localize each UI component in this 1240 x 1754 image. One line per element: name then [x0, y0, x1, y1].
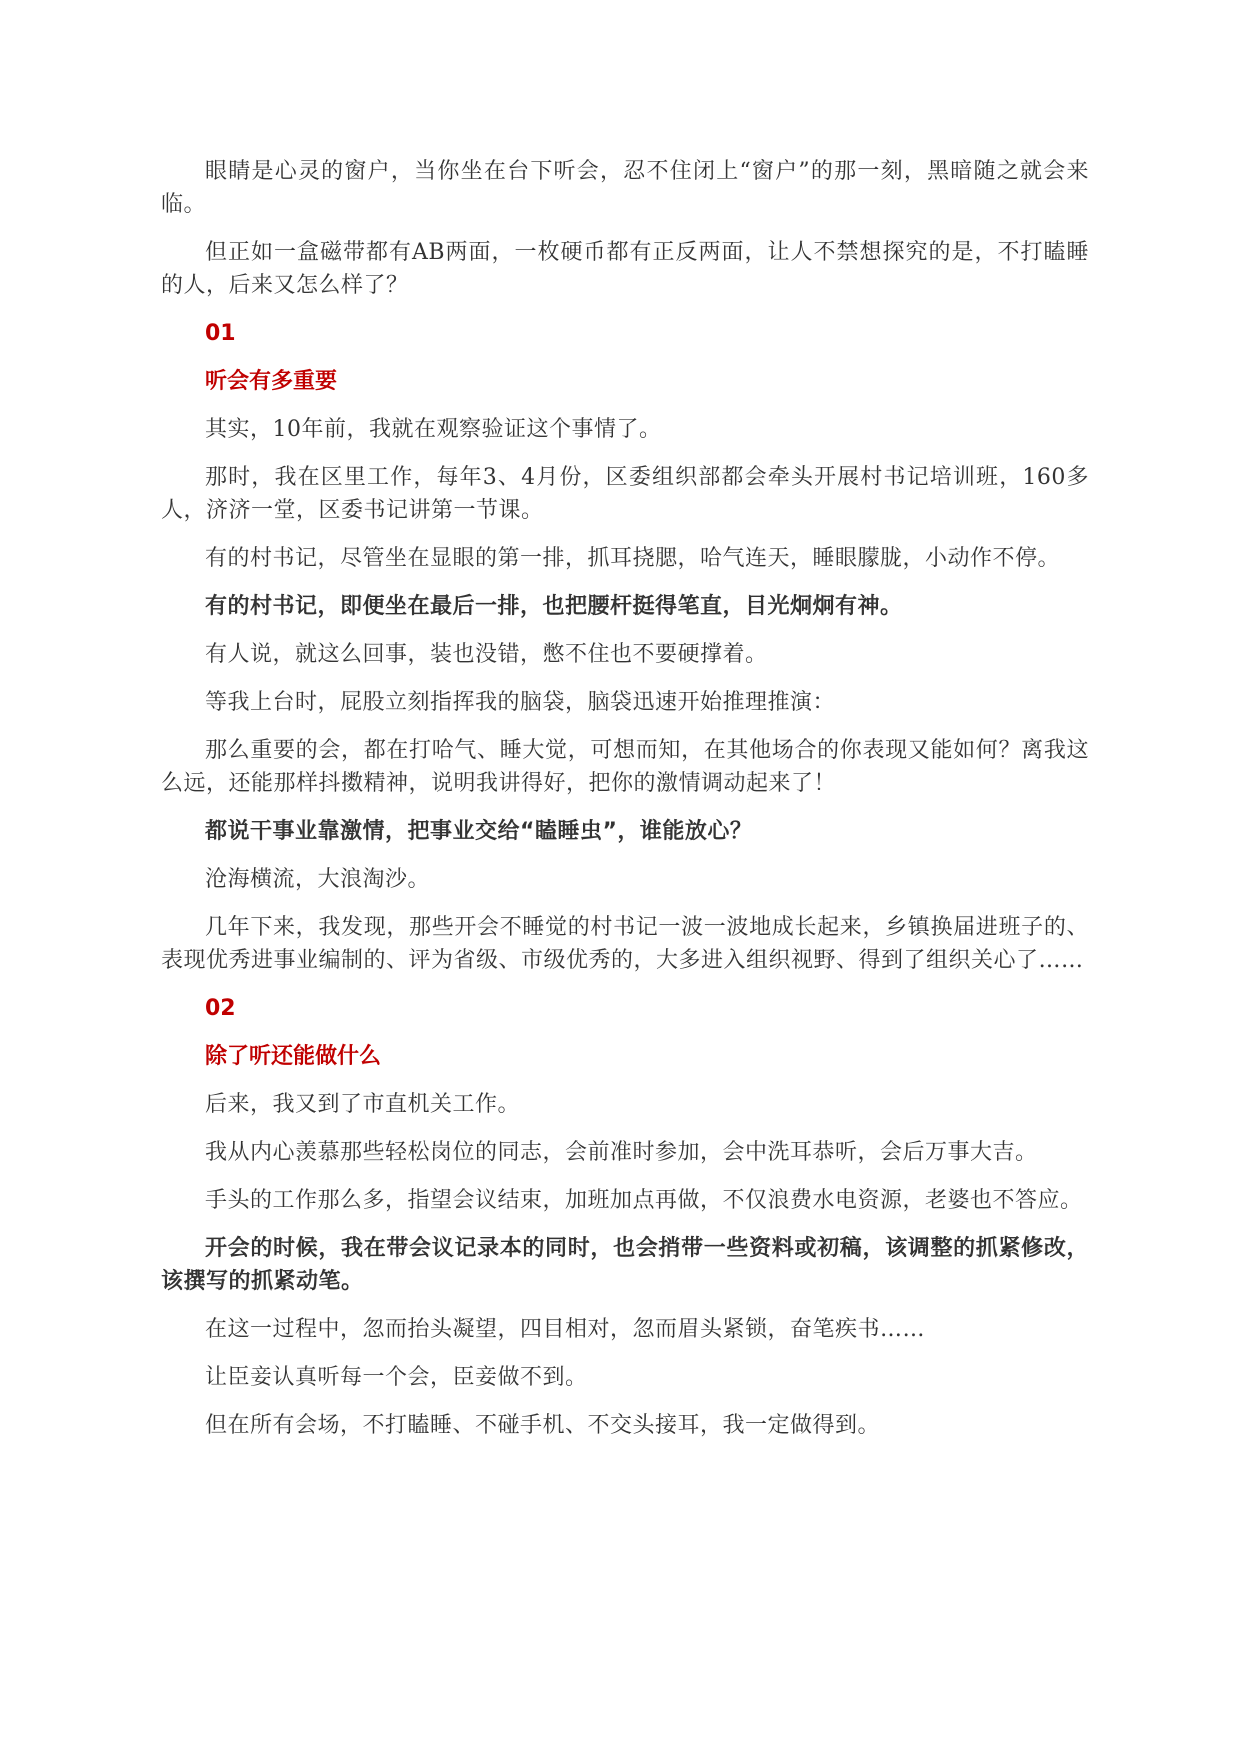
bold-paragraph: 有的村书记，即便坐在最后一排，也把腰杆挺得笔直，目光炯炯有神。: [205, 594, 903, 619]
paragraph: 有人说，就这么回事，装也没错，憋不住也不要硬撑着。: [205, 642, 768, 667]
paragraph: 等我上台时，屁股立刻指挥我的脑袋，脑袋迅速开始推理推演：: [205, 690, 836, 715]
paragraph: 几年下来，我发现，那些开会不睡觉的村书记一波一波地成长起来，乡镇换届进班子的、表现优秀进事业编制的、评为省级、市级优秀的，大多进入组织视野、得到了组织关心了……: [161, 915, 1089, 973]
paragraph: 后来，我又到了市直机关工作。: [205, 1092, 521, 1117]
section-number: 02: [205, 996, 236, 1021]
paragraph: 沧海横流，大浪淘沙。: [205, 867, 431, 892]
section-heading: 除了听还能做什么: [205, 1044, 382, 1069]
paragraph: 但正如一盒磁带都有AB两面，一枚硬币都有正反两面，让人不禁想探究的是，不打瞌睡的人，后来又怎么样了？: [161, 240, 1089, 298]
paragraph: 其实，10年前，我就在观察验证这个事情了。: [205, 417, 662, 442]
paragraph: 让臣妾认真听每一个会，臣妾做不到。: [205, 1365, 588, 1390]
paragraph: 那时，我在区里工作，每年3、4月份，区委组织部都会牵头开展村书记培训班，160多人，济济一堂，区委书记讲第一节课。: [161, 465, 1089, 523]
paragraph: 手头的工作那么多，指望会议结束，加班加点再做，不仅浪费水电资源，老婆也不答应。: [205, 1188, 1083, 1213]
document-body: [161, 155, 1089, 1457]
paragraph: 那么重要的会，都在打哈气、睡大觉，可想而知，在其他场合的你表现又能如何？离我这么远，还能那样抖擞精神，说明我讲得好，把你的激情调动起来了！: [161, 738, 1089, 796]
paragraph: 在这一过程中，忽而抬头凝望，四目相对，忽而眉头紧锁，奋笔疾书……: [205, 1317, 926, 1342]
section-heading: 听会有多重要: [205, 369, 338, 394]
paragraph: 我从内心羡慕那些轻松岗位的同志，会前准时参加，会中洗耳恭听，会后万事大吉。: [205, 1140, 1038, 1165]
paragraph: 有的村书记，尽管坐在显眼的第一排，抓耳挠腮，哈气连天，睡眼朦胧，小动作不停。: [205, 546, 1061, 571]
bold-paragraph: 都说干事业靠激情，把事业交给“瞌睡虫”，谁能放心？: [205, 819, 753, 844]
paragraph: 但在所有会场，不打瞌睡、不碰手机、不交头接耳，我一定做得到。: [205, 1413, 881, 1438]
section-number: 01: [205, 321, 236, 346]
bold-paragraph: 开会的时候，我在带会议记录本的同时，也会捎带一些资料或初稿，该调整的抓紧修改，该撰写的抓紧动笔。: [161, 1236, 1089, 1294]
paragraph: 眼睛是心灵的窗户，当你坐在台下听会，忍不住闭上“窗户”的那一刻，黑暗随之就会来临。: [161, 159, 1089, 217]
